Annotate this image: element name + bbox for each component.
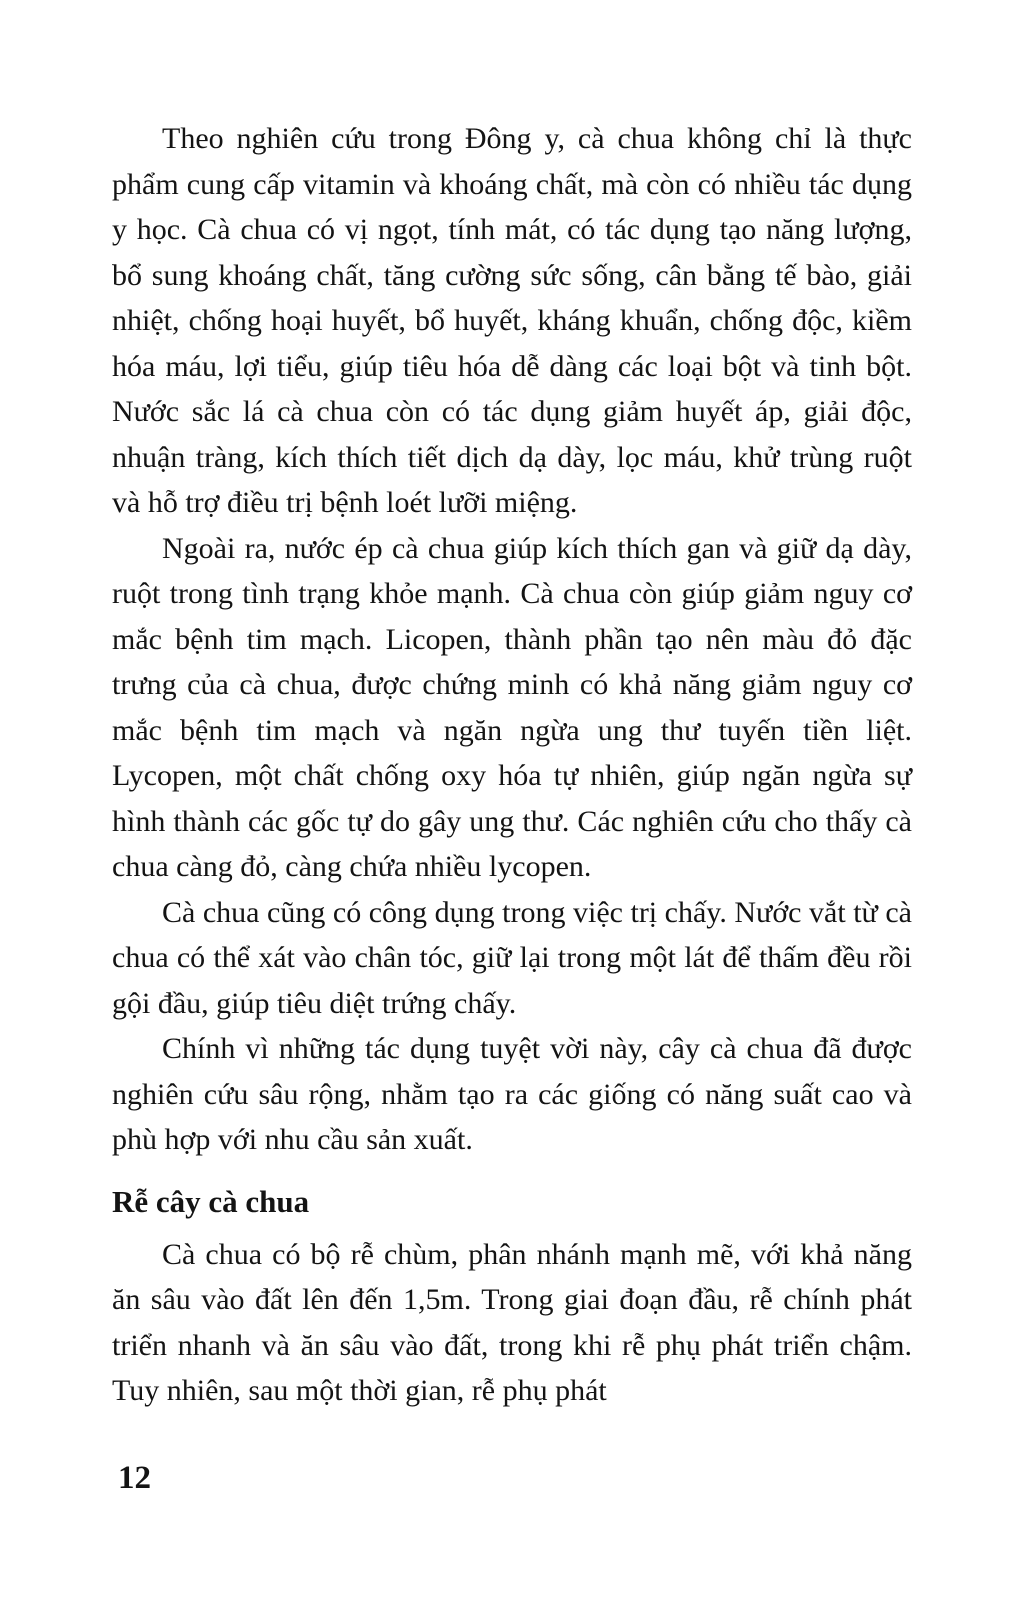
paragraph-research-intro: Chính vì những tác dụng tuyệt vời này, cây cà chua đã được nghiên cứu sâu rộng, nhằm tạo ra các giống có năng suất cao và phù hợp với nhu cầu sản xuất. <box>112 1032 912 1156</box>
section-heading-roots: Rễ cây cà chua <box>112 1183 310 1219</box>
paragraph-lice-treatment: Cà chua cũng có công dụng trong việc trị chấy. Nước vắt từ cà chua có thể xát vào chân tóc, giữ lại trong một lát để thấm đều rồi gội đầu, giúp tiêu diệt trứng chấy. <box>112 895 912 1020</box>
text-block <box>112 116 912 1414</box>
paragraph-medicinal-uses: Theo nghiên cứu trong Đông y, cà chua không chỉ là thực phẩm cung cấp vitamin và khoáng chất, mà còn có nhiều tác dụng y học. Cà chua có vị ngọt, tính mát, có tác dụng tạo năng lượng, bổ sung khoáng chất, tăng cường sức sống, cân bằng tế bào, giải nhiệt, chống hoại huyết, bổ huyết, kháng khuẩn, chống độc, kiềm hóa máu, lợi tiểu, giúp tiêu hóa dễ dàng các loại bột và tinh bột. Nước sắc lá cà chua còn có tác dụng giảm huyết áp, giải độc, nhuận tràng, kích thích tiết dịch dạ dày, lọc máu, khử trùng ruột và hỗ trợ điều trị bệnh loét lưỡi miệng. <box>112 122 912 519</box>
paragraph-juice-lycopene: Ngoài ra, nước ép cà chua giúp kích thích gan và giữ dạ dày, ruột trong tình trạng khỏe mạnh. Cà chua còn giúp giảm nguy cơ mắc bệnh tim mạch. Licopen, thành phần tạo nên màu đỏ đặc trưng của cà chua, được chứng minh có khả năng giảm nguy cơ mắc bệnh tim mạch và ngăn ngừa ung thư tuyến tiền liệt. Lycopen, một chất chống oxy hóa tự nhiên, giúp ngăn ngừa sự hình thành các gốc tự do gây ung thư. Các nghiên cứu cho thấy cà chua càng đỏ, càng chứa nhiều lycopen. <box>112 531 912 883</box>
paragraph-root-system: Cà chua có bộ rễ chùm, phân nhánh mạnh mẽ, với khả năng ăn sâu vào đất lên đến 1,5m. Trong giai đoạn đầu, rễ chính phát triển nhanh và ăn sâu vào đất, trong khi rễ phụ phát triển chậm. Tuy nhiên, sau một thời gian, rễ phụ phát <box>112 1237 912 1407</box>
page-number: 12 <box>118 1460 151 1496</box>
